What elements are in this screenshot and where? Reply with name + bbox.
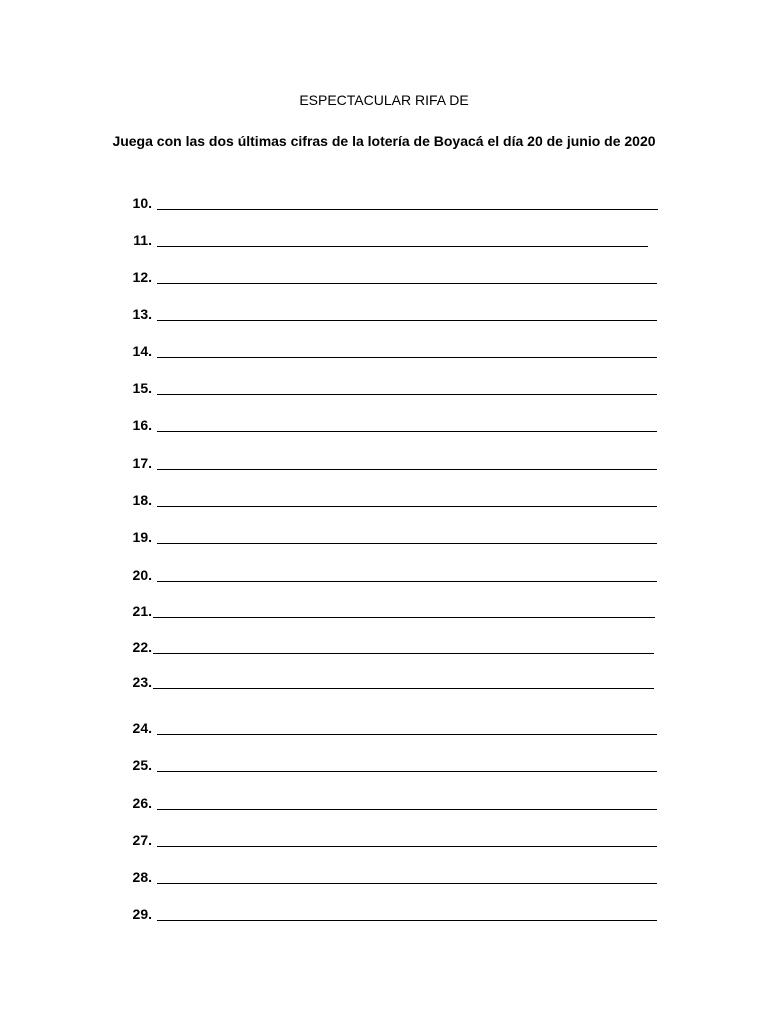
raffle-entry [0,454,768,472]
raffle-entry [0,379,768,397]
entry-blank-line [157,431,657,432]
raffle-entry [0,268,768,286]
raffle-entry [0,831,768,849]
entry-number: 12. [132,269,152,285]
entry-number: 10. [132,195,152,211]
entry-blank-line [157,469,657,470]
entry-number: 25. [132,757,152,773]
entry-number: 14. [132,343,152,359]
entry-number: 13. [132,306,152,322]
entry-blank-line [157,581,657,582]
entry-number: 15. [132,380,152,396]
entry-blank-line [157,883,657,884]
entry-blank-line [157,506,657,507]
raffle-entry [0,528,768,546]
entry-number: 21. [132,603,152,619]
raffle-entry [0,905,768,923]
raffle-subtitle: Juega con las dos últimas cifras de la lotería de Boyacá el día 20 de junio de 2020 [112,133,656,149]
raffle-entry [0,794,768,812]
raffle-entry [0,673,768,691]
raffle-entry [0,602,768,620]
entry-number: 17. [132,455,152,471]
entry-blank-line [153,653,654,654]
entry-number: 19. [132,529,152,545]
entry-blank-line [157,920,657,921]
raffle-entry [0,868,768,886]
raffle-entry [0,416,768,434]
entry-blank-line [157,246,648,247]
raffle-title: ESPECTACULAR RIFA DE [299,92,469,108]
entry-blank-line [157,846,657,847]
entry-blank-line [157,543,657,544]
entry-blank-line [157,394,657,395]
entry-number: 11. [133,232,152,248]
entry-number: 22. [132,639,152,655]
raffle-entry [0,638,768,656]
entry-number: 18. [132,492,152,508]
entry-blank-line [157,357,657,358]
entry-blank-line [157,734,657,735]
entry-number: 29. [132,906,152,922]
entry-number: 23. [132,674,152,690]
entry-number: 20. [132,567,152,583]
raffle-entry [0,566,768,584]
raffle-entry [0,719,768,737]
entry-number: 24. [132,720,152,736]
raffle-entry [0,231,768,249]
entry-blank-line [157,283,657,284]
entry-number: 16. [132,417,152,433]
raffle-entry [0,756,768,774]
entry-blank-line [157,809,657,810]
raffle-entry [0,491,768,509]
raffle-entry [0,305,768,323]
entry-blank-line [157,209,658,210]
entry-number: 27. [132,832,152,848]
entry-blank-line [157,771,657,772]
entry-blank-line [157,320,657,321]
entry-blank-line [153,617,655,618]
entry-number: 28. [132,869,152,885]
raffle-entry [0,342,768,360]
entry-number: 26. [132,795,152,811]
entry-blank-line [153,688,654,689]
raffle-entry [0,194,768,212]
